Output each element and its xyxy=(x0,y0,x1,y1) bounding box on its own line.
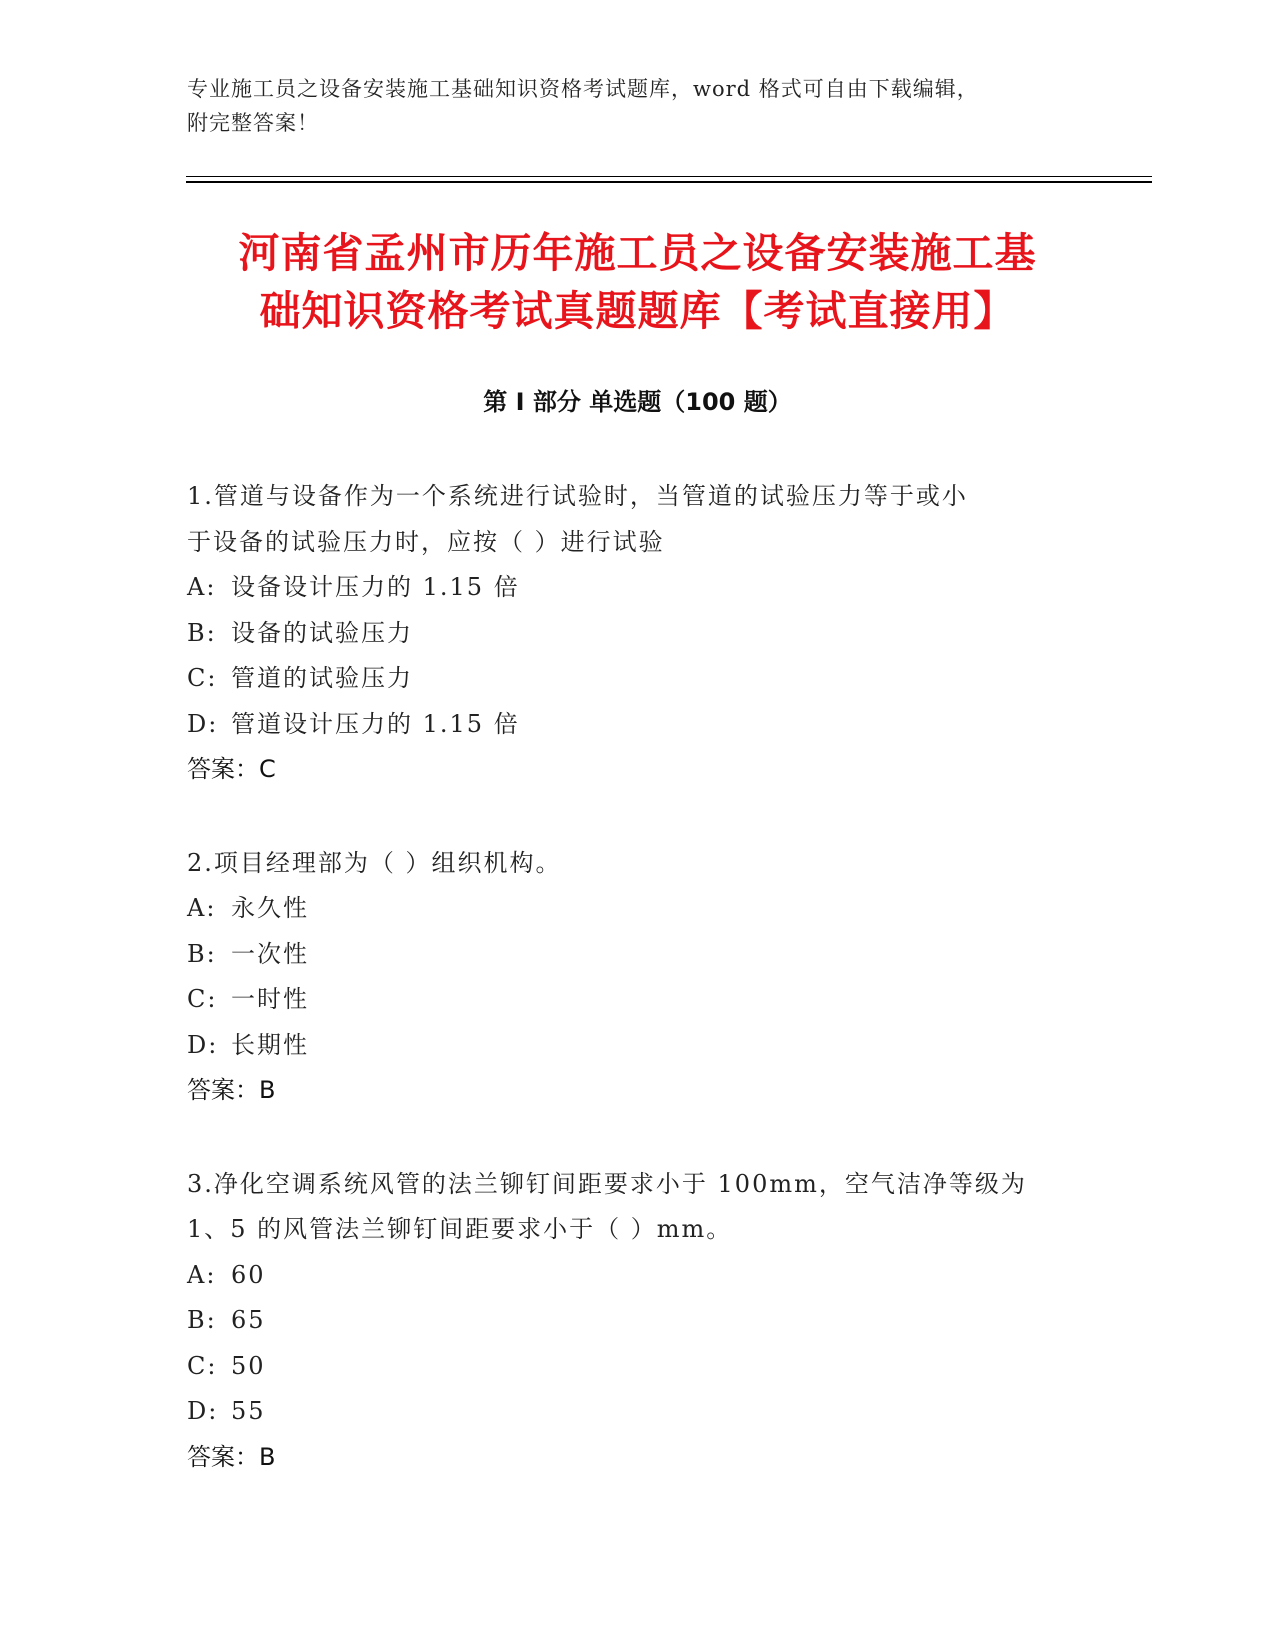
option-b xyxy=(187,932,1087,978)
option-key: C: xyxy=(187,985,218,1013)
option-text: 一时性 xyxy=(231,985,309,1013)
header-note-line: 附完整答案！ xyxy=(187,111,319,135)
document-title-line: 河南省孟州市历年施工员之设备安装施工基 xyxy=(238,229,1037,277)
option-text: 管道的试验压力 xyxy=(231,664,413,692)
option-c xyxy=(187,1344,1087,1390)
option-c xyxy=(187,656,1087,702)
header-note-line: 专业施工员之设备安装施工基础知识资格考试题库，word 格式可自由下载编辑， xyxy=(187,77,979,101)
document-title xyxy=(150,224,1125,340)
header-note xyxy=(187,72,1087,140)
question-stem-line: 于设备的试验压力时，应按（ ）进行试验 xyxy=(187,527,665,556)
option-key: A: xyxy=(187,1260,217,1289)
option-text: 65 xyxy=(231,1306,266,1334)
option-key: A: xyxy=(187,573,217,601)
section-heading: 第 I 部分 单选题（100 题） xyxy=(483,388,792,416)
option-c xyxy=(187,977,1087,1023)
question-stem-line: 2.项目经理部为（ ）组织机构。 xyxy=(187,848,562,877)
option-b xyxy=(187,611,1087,657)
option-a xyxy=(187,565,1087,611)
option-key: B: xyxy=(187,618,217,647)
option-a xyxy=(187,1253,1087,1299)
option-text: 50 xyxy=(231,1351,266,1380)
question-stem-line: 3.净化空调系统风管的法兰铆钉间距要求小于 100mm，空气洁净等级为 xyxy=(187,1169,1027,1198)
option-d xyxy=(187,1023,1087,1069)
option-text: 永久性 xyxy=(231,894,309,922)
option-text: 60 xyxy=(231,1260,266,1289)
option-d xyxy=(187,1389,1087,1435)
option-d xyxy=(187,702,1087,748)
question-stem-line: 1.管道与设备作为一个系统进行试验时，当管道的试验压力等于或小 xyxy=(187,482,968,510)
question-item xyxy=(187,841,1087,1114)
answer-line: 答案：B xyxy=(187,1442,276,1471)
option-text: 长期性 xyxy=(231,1030,309,1059)
answer-line: 答案：B xyxy=(187,1076,276,1104)
question-list xyxy=(187,474,1087,1528)
option-key: D: xyxy=(187,709,219,738)
option-b xyxy=(187,1298,1087,1344)
answer-line: 答案：C xyxy=(187,755,276,783)
option-text: 设备的试验压力 xyxy=(231,618,413,647)
option-text: 55 xyxy=(231,1397,266,1425)
option-key: B: xyxy=(187,939,217,968)
option-text: 管道设计压力的 1.15 倍 xyxy=(231,709,520,738)
option-key: D: xyxy=(187,1030,219,1059)
option-key: B: xyxy=(187,1306,217,1334)
document-title-line: 础知识资格考试真题题库【考试直接用】 xyxy=(259,287,1016,335)
header-divider-thin xyxy=(186,176,1152,177)
header-divider-thick xyxy=(186,181,1152,183)
option-key: C: xyxy=(187,1351,218,1380)
question-item xyxy=(187,1162,1087,1481)
question-stem-line: 1、5 的风管法兰铆钉间距要求小于（ ）mm。 xyxy=(187,1215,733,1243)
option-text: 一次性 xyxy=(231,939,309,968)
option-key: C: xyxy=(187,664,218,692)
question-item xyxy=(187,474,1087,793)
option-a xyxy=(187,886,1087,932)
option-key: D: xyxy=(187,1397,219,1425)
option-text: 设备设计压力的 1.15 倍 xyxy=(231,573,520,601)
option-key: A: xyxy=(187,894,217,922)
